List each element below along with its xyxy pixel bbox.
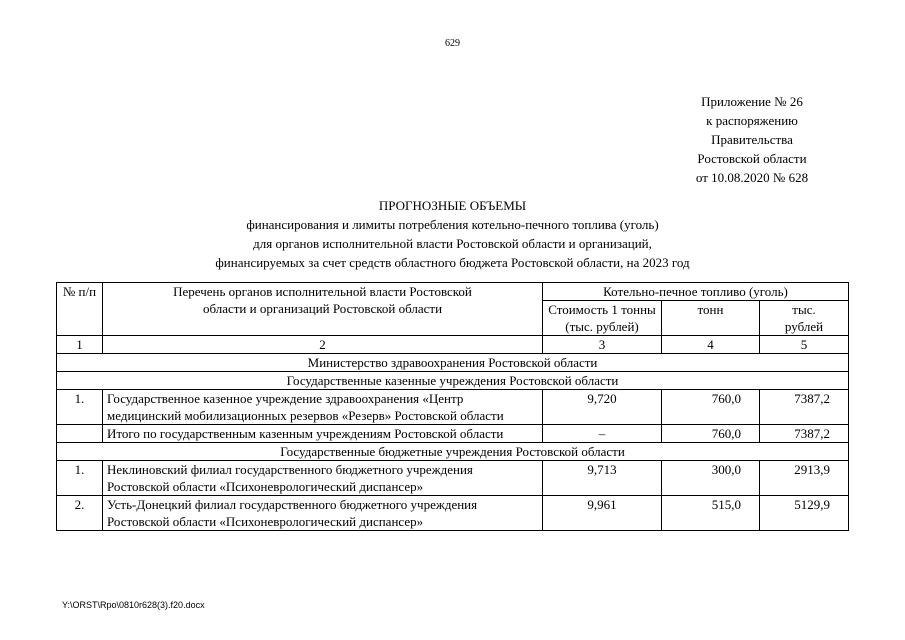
row-cost: 9,961 (543, 496, 662, 531)
row-sum: 7387,2 (760, 390, 849, 425)
appendix-line: к распоряжению (706, 113, 798, 128)
row-name: Усть-Донецкий филиал государственного бюджетного учреждения Ростовской области «Психоневрологический диспансер» (103, 496, 543, 531)
title-main: ПРОГНОЗНЫЕ ОБЪЕМЫ (378, 198, 527, 213)
table-row (57, 390, 849, 425)
file-path-footer: Y:\ORST\Rpo\0810r628(3).f20.docx (62, 600, 205, 610)
section-label: Государственные бюджетные учреждения Ростовской области (57, 443, 849, 461)
section-label: Государственные казенные учреждения Ростовской области (57, 372, 849, 390)
ministry-row (57, 354, 849, 372)
col-number: 5 (760, 336, 849, 354)
total-name: Итого по государственным казенным учреждениям Ростовской области (103, 425, 543, 443)
total-row (57, 425, 849, 443)
row-name: Неклиновский филиал государственного бюджетного учреждения Ростовской области «Психоневрологический диспансер» (103, 461, 543, 496)
col-number: 3 (543, 336, 662, 354)
table-row (57, 496, 849, 531)
row-tons: 760,0 (662, 390, 760, 425)
col-number: 1 (57, 336, 103, 354)
header-list: Перечень органов исполнительной власти Ростовской области и организаций Ростовской области (103, 283, 543, 336)
col-number: 2 (103, 336, 543, 354)
table-header-row (57, 283, 849, 301)
appendix-line: от 10.08.2020 № 628 (695, 170, 809, 185)
row-cost: 9,720 (543, 390, 662, 425)
total-cost: – (543, 425, 662, 443)
row-num: 2. (57, 496, 103, 531)
title-line: финансируемых за счет средств областного бюджета Ростовской области, на 2023 год (215, 255, 690, 270)
document-title (100, 196, 805, 272)
appendix-line: Приложение № 26 (701, 94, 803, 109)
header-num: № п/п (57, 283, 103, 336)
appendix-line: Ростовской области (697, 151, 807, 166)
appendix-block (652, 92, 852, 187)
row-sum: 5129,9 (760, 496, 849, 531)
header-tons: тонн (662, 301, 760, 336)
row-num: 1. (57, 390, 103, 425)
row-cost: 9,713 (543, 461, 662, 496)
ministry-label: Министерство здравоохранения Ростовской области (57, 354, 849, 372)
total-tons: 760,0 (662, 425, 760, 443)
section-row (57, 372, 849, 390)
row-tons: 515,0 (662, 496, 760, 531)
page-number: 629 (445, 38, 460, 49)
header-fuel: Котельно-печное топливо (уголь) (543, 283, 849, 301)
header-cost: Стоимость 1 тонны (тыс. рублей) (543, 301, 662, 336)
appendix-line: Правительства (711, 132, 793, 147)
total-sum: 7387,2 (760, 425, 849, 443)
row-sum: 2913,9 (760, 461, 849, 496)
row-name: Государственное казенное учреждение здравоохранения «Центр медицинский мобилизационных резервов «Резерв» Ростовской области (103, 390, 543, 425)
row-num (57, 425, 103, 443)
section-row (57, 443, 849, 461)
title-line: для органов исполнительной власти Ростовской области и организаций, (253, 236, 652, 251)
title-line: финансирования и лимиты потребления котельно-печного топлива (уголь) (246, 217, 659, 232)
col-number: 4 (662, 336, 760, 354)
table-row (57, 461, 849, 496)
row-num: 1. (57, 461, 103, 496)
header-thousand-rub: тыс. рублей (760, 301, 849, 336)
fuel-table (56, 282, 849, 531)
column-numbers-row (57, 336, 849, 354)
row-tons: 300,0 (662, 461, 760, 496)
